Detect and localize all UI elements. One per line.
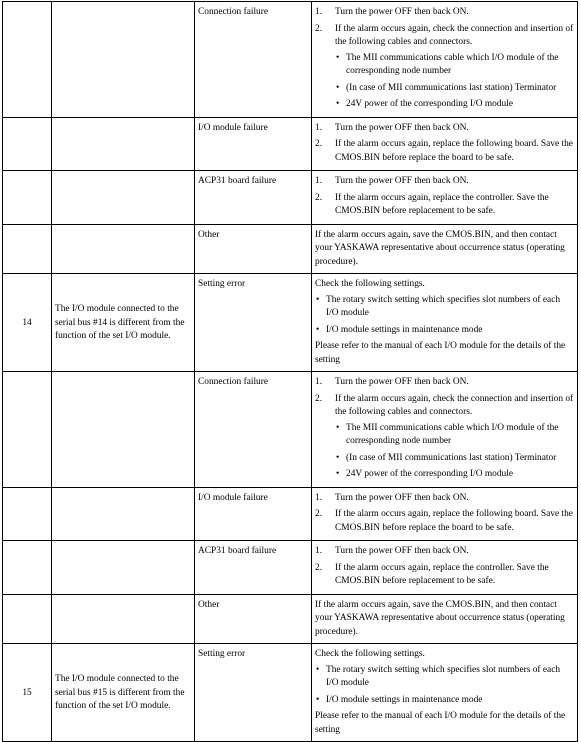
alarm-number-cell — [3, 541, 52, 595]
remedy-steps — [315, 6, 574, 112]
cause-cell — [195, 274, 312, 372]
remedy-cell — [312, 487, 578, 541]
alarm-description-cell — [52, 644, 195, 742]
list-item: • I/O module settings in maintenance mode — [316, 694, 483, 705]
remedy-step: 2. If the alarm occurs again, check the connection and insertion of the following cables and connectors. • The MII communications cable which I/O module of the corresponding node number • (In case of MII communications last station) Terminator • 24V power of the corresponding I/O module — [315, 23, 574, 112]
table-row — [3, 372, 578, 488]
table-row — [3, 117, 578, 171]
alarm-description-cell — [52, 171, 195, 225]
remedy-text: If the alarm occurs again, save the CMOS.BIN, and then contact your YASKAWA representative about occurrence status (operating procedure). — [315, 229, 565, 267]
alarm-description-cell — [52, 274, 195, 372]
remedy-cell — [312, 644, 578, 742]
alarm-description-cell — [52, 541, 195, 595]
alarm-number: 14 — [22, 317, 32, 328]
list-item: • The MII communications cable which I/O module of the corresponding node number — [336, 422, 559, 446]
cause-cell — [195, 594, 312, 644]
remedy-step: 2. If the alarm occurs again, check the connection and insertion of the following cables and connectors. • The MII communications cable which I/O module of the corresponding node number • (In case of MII communications last station) Terminator • 24V power of the corresponding I/O module — [315, 393, 574, 482]
cause-text: ACP31 board failure — [198, 176, 277, 186]
cause-cell — [195, 117, 312, 171]
alarm-table — [2, 1, 578, 742]
alarm-number-cell — [3, 644, 52, 742]
alarm-number-cell — [3, 171, 52, 225]
alarm-description-cell — [52, 2, 195, 118]
alarm-number-cell — [3, 487, 52, 541]
cause-text: Other — [198, 599, 220, 610]
alarm-number-cell — [3, 372, 52, 488]
list-item: • (In case of MII communications last station) Terminator — [336, 82, 557, 93]
alarm-description-cell — [52, 594, 195, 644]
cause-cell — [195, 2, 312, 118]
list-item: • The rotary switch setting which specifies slot numbers of each I/O module — [316, 294, 561, 318]
list-item: • (In case of MII communications last station) Terminator — [336, 452, 557, 463]
remedy-step: 1. Turn the power OFF then back ON. — [315, 377, 469, 387]
table-row — [3, 2, 578, 118]
remedy-steps — [315, 545, 574, 589]
remedy-cell — [312, 541, 578, 595]
remedy-steps — [315, 122, 574, 166]
alarm-number-cell — [3, 117, 52, 171]
alarm-number-cell — [3, 2, 52, 118]
cause-text: ACP31 board failure — [198, 546, 277, 556]
list-item: • The rotary switch setting which specifies slot numbers of each I/O module — [316, 664, 561, 688]
list-item: • 24V power of the corresponding I/O module — [336, 99, 513, 109]
remedy-intro: Check the following settings. — [315, 279, 425, 289]
cause-text: Setting error — [198, 279, 246, 289]
remedy-outro: Please refer to the manual of each I/O module for the details of the setting — [315, 711, 566, 735]
alarm-description-cell — [52, 117, 195, 171]
remedy-text: If the alarm occurs again, save the CMOS.BIN, and then contact your YASKAWA representative about occurrence status (operating procedure). — [315, 599, 565, 637]
remedy-cell — [312, 372, 578, 488]
cause-text: Connection failure — [198, 7, 269, 17]
cause-text: Other — [198, 229, 220, 240]
remedy-step: 2. If the alarm occurs again, replace the controller. Save the CMOS.BIN before replacement to be safe. — [315, 562, 549, 586]
check-list — [335, 52, 574, 112]
remedy-cell — [312, 594, 578, 644]
table-row — [3, 644, 578, 742]
alarm-description-cell — [52, 487, 195, 541]
table-row — [3, 594, 578, 644]
remedy-outro: Please refer to the manual of each I/O module for the details of the setting — [315, 341, 566, 365]
table-row — [3, 224, 578, 274]
remedy-cell — [312, 2, 578, 118]
remedy-cell — [312, 274, 578, 372]
remedy-step: 2. If the alarm occurs again, replace the following board. Save the CMOS.BIN before replace the board to be safe. — [315, 509, 573, 533]
cause-text: I/O module failure — [198, 492, 268, 503]
list-item: • The MII communications cable which I/O module of the corresponding node number — [336, 52, 559, 76]
remedy-steps — [315, 175, 574, 219]
cause-cell — [195, 171, 312, 225]
cause-cell — [195, 541, 312, 595]
remedy-step: 1. Turn the power OFF then back ON. — [315, 176, 469, 186]
list-item: • 24V power of the corresponding I/O module — [336, 469, 513, 479]
remedy-step: 1. Turn the power OFF then back ON. — [315, 7, 469, 17]
cause-cell — [195, 224, 312, 274]
check-list — [315, 294, 574, 338]
remedy-cell — [312, 224, 578, 274]
alarm-description: The I/O module connected to the serial bus #15 is different from the function of the set I/O module. — [55, 674, 185, 712]
alarm-number: 15 — [22, 687, 32, 698]
check-list — [335, 422, 574, 482]
cause-cell — [195, 372, 312, 488]
table-row — [3, 274, 578, 372]
remedy-step: 1. Turn the power OFF then back ON. — [315, 492, 469, 503]
table-row — [3, 171, 578, 225]
alarm-description: The I/O module connected to the serial bus #14 is different from the function of the set I/O module. — [55, 304, 185, 342]
remedy-cell — [312, 117, 578, 171]
remedy-step: 2. If the alarm occurs again, replace the controller. Save the CMOS.BIN before replacement to be safe. — [315, 192, 549, 216]
alarm-number-cell — [3, 224, 52, 274]
remedy-intro: Check the following settings. — [315, 649, 425, 659]
list-item: • I/O module settings in maintenance mode — [316, 324, 483, 335]
cause-text: Connection failure — [198, 377, 269, 387]
cause-text: I/O module failure — [198, 122, 268, 133]
alarm-number-cell — [3, 594, 52, 644]
remedy-step: 2. If the alarm occurs again, replace the following board. Save the CMOS.BIN before replace the board to be safe. — [315, 139, 573, 163]
cause-cell — [195, 644, 312, 742]
cause-cell — [195, 487, 312, 541]
alarm-description-cell — [52, 372, 195, 488]
table-row — [3, 487, 578, 541]
cause-text: Setting error — [198, 649, 246, 659]
remedy-step: 1. Turn the power OFF then back ON. — [315, 122, 469, 133]
remedy-steps — [315, 376, 574, 482]
remedy-steps — [315, 492, 574, 536]
remedy-step: 1. Turn the power OFF then back ON. — [315, 546, 469, 556]
table-row — [3, 541, 578, 595]
check-list — [315, 664, 574, 708]
alarm-number-cell — [3, 274, 52, 372]
remedy-cell — [312, 171, 578, 225]
alarm-description-cell — [52, 224, 195, 274]
